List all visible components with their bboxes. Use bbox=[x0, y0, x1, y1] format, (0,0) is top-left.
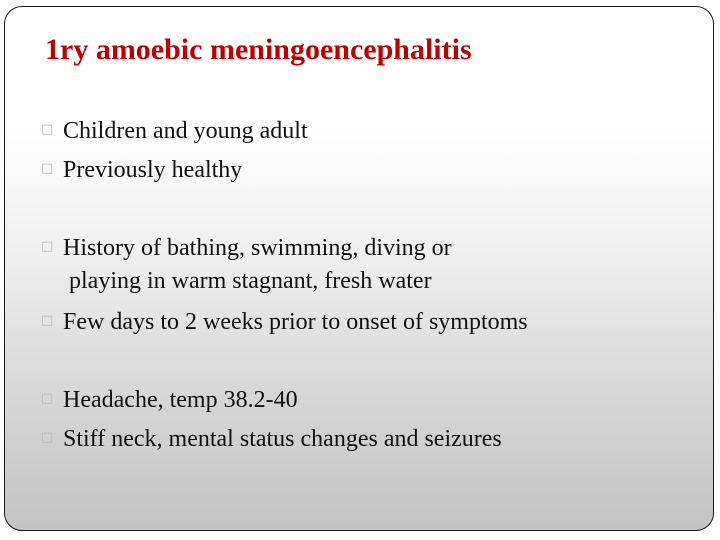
bullet-text: Headache, temp 38.2-40 bbox=[63, 387, 298, 413]
hollow-square-bullet-icon: □ bbox=[41, 161, 54, 177]
bullet-item bbox=[41, 114, 308, 149]
hollow-square-bullet-icon: □ bbox=[41, 430, 54, 446]
bullet-item bbox=[41, 383, 298, 418]
bullet-continuation bbox=[41, 264, 432, 298]
bullet-text: Previously healthy bbox=[63, 157, 243, 183]
hollow-square-bullet-icon: □ bbox=[41, 122, 54, 138]
hollow-square-bullet-icon: □ bbox=[41, 313, 54, 329]
slide-title: 1ry amoebic meningoencephalitis bbox=[45, 33, 472, 66]
bullet-text: Children and young adult bbox=[63, 118, 308, 144]
bullet-text: playing in warm stagnant, fresh water bbox=[69, 268, 432, 294]
slide bbox=[4, 6, 714, 531]
bullet-item bbox=[41, 305, 528, 340]
bullet-text: Stiff neck, mental status changes and seizures bbox=[63, 426, 502, 452]
hollow-square-bullet-icon: □ bbox=[41, 239, 54, 255]
hollow-square-bullet-icon: □ bbox=[41, 391, 54, 407]
bullet-item bbox=[41, 153, 242, 188]
bullet-item bbox=[41, 231, 452, 266]
bullet-text: History of bathing, swimming, diving or bbox=[63, 235, 452, 261]
bullet-item bbox=[41, 422, 502, 457]
bullet-text: Few days to 2 weeks prior to onset of symptoms bbox=[63, 309, 528, 335]
